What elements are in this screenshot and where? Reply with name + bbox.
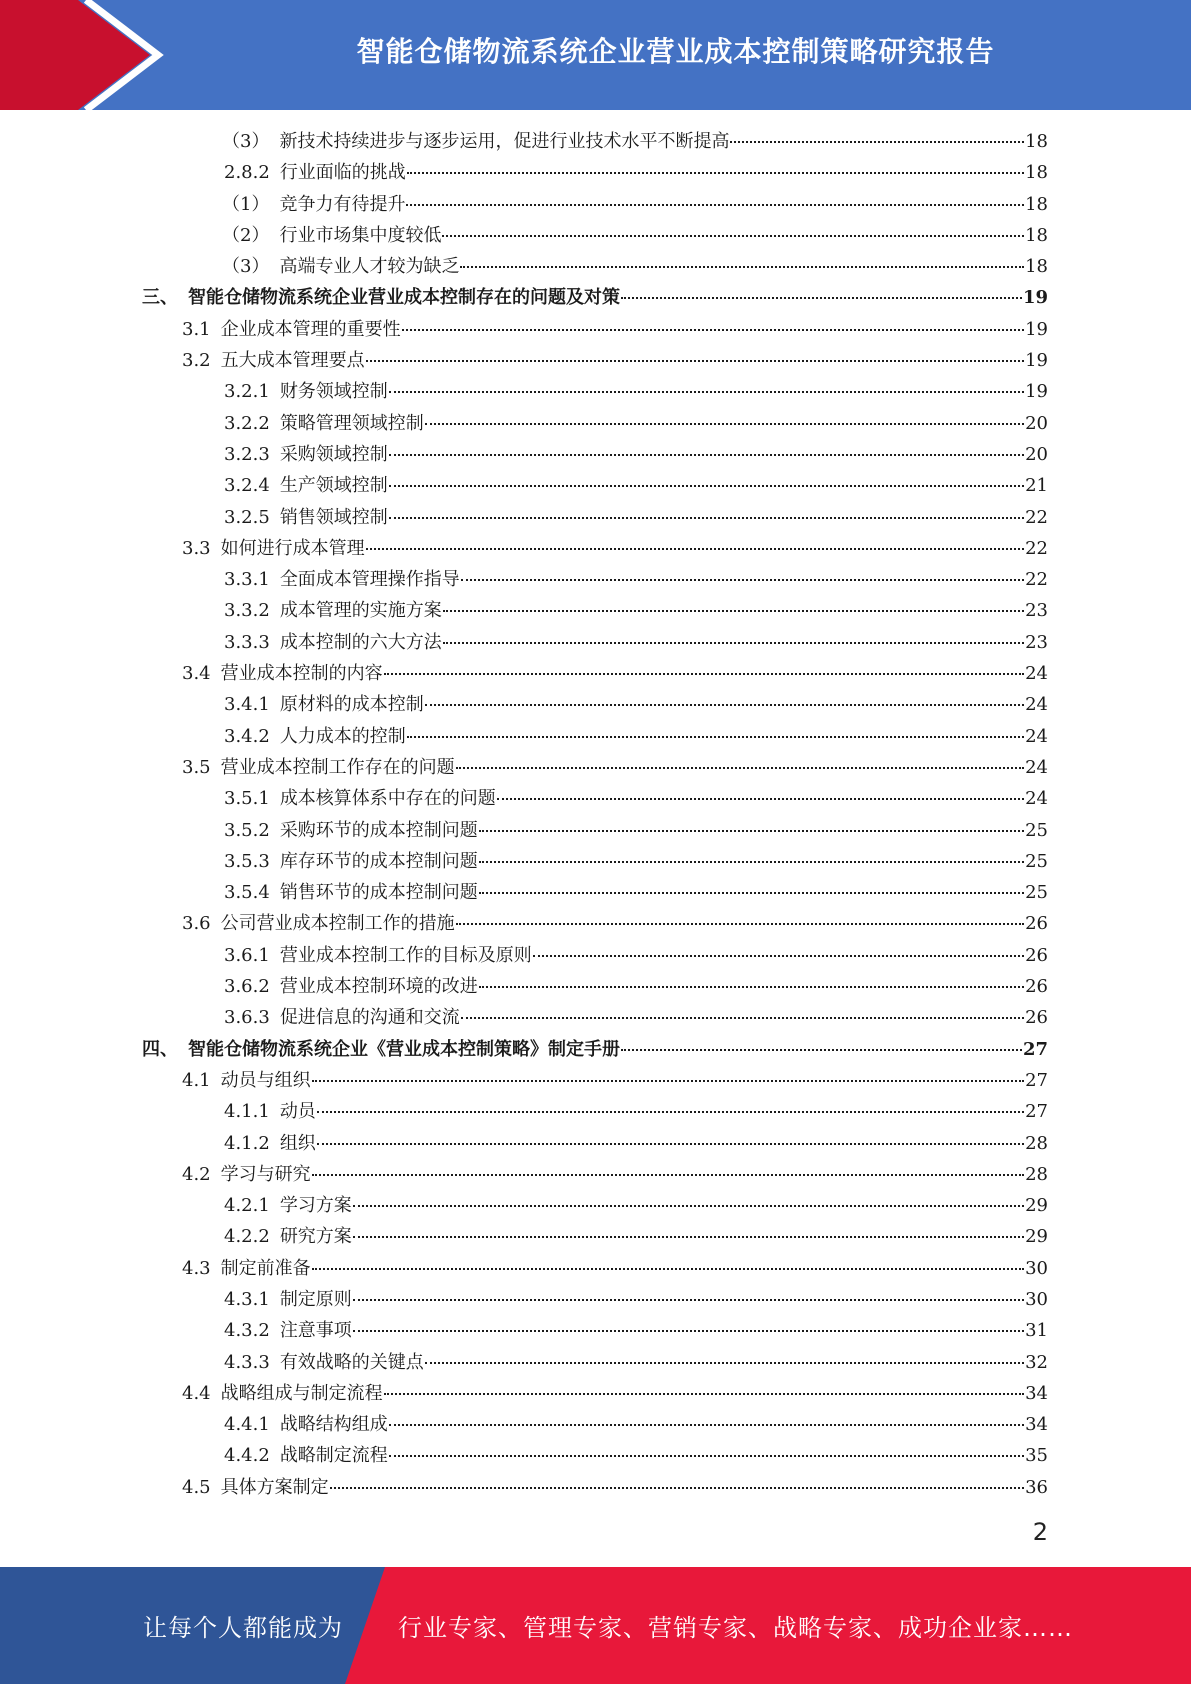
toc-entry-title <box>182 1066 311 1092</box>
toc-entry-number: （2） <box>222 224 270 246</box>
toc-entry-number: 3.6.3 <box>224 1007 270 1029</box>
toc-entry-title <box>224 628 442 654</box>
toc-entry[interactable] <box>142 1129 1048 1160</box>
toc-entry-title <box>142 283 620 309</box>
toc-entry-number: 三、 <box>142 287 178 309</box>
toc-entry[interactable] <box>142 659 1048 690</box>
toc-entry[interactable] <box>142 252 1048 283</box>
toc-page-number: 24 <box>1025 663 1048 685</box>
toc-entry-text: 行业市场集中度较低 <box>279 224 442 246</box>
toc-entry-title <box>182 909 455 935</box>
toc-entry-number: 3.2.4 <box>224 475 270 497</box>
toc-entry-number: 3.5.3 <box>224 850 270 872</box>
toc-entry-title <box>224 1285 352 1311</box>
page-footer <box>0 1567 1191 1684</box>
toc-page-number: 19 <box>1022 287 1048 309</box>
toc-page-number: 18 <box>1025 193 1048 215</box>
toc-page-number: 34 <box>1025 1414 1048 1436</box>
toc-page-number: 23 <box>1025 631 1048 653</box>
toc-entry-text: 生产领域控制 <box>279 475 388 497</box>
toc-entry-number: 4.2.2 <box>224 1226 270 1248</box>
toc-entry-number: 3.2.2 <box>224 412 270 434</box>
toc-entry-number: 3.2.1 <box>224 381 270 403</box>
toc-dot-leader <box>443 641 1024 644</box>
toc-entry[interactable] <box>142 158 1048 189</box>
toc-dot-leader <box>425 703 1024 706</box>
toc-page-number: 25 <box>1025 882 1048 904</box>
toc-entry-text: 战略制定流程 <box>279 1445 388 1467</box>
footer-slogan-right: 行业专家、管理专家、营销专家、战略专家、成功企业家…… <box>398 1614 1073 1642</box>
toc-page-number: 26 <box>1025 944 1048 966</box>
toc-dot-leader <box>461 1016 1024 1019</box>
toc-entry-text: 促进信息的沟通和交流 <box>279 1007 460 1029</box>
toc-entry-number: 3.2.5 <box>224 506 270 528</box>
toc-dot-leader <box>407 735 1024 738</box>
toc-page-number: 36 <box>1025 1476 1048 1498</box>
toc-entry-text: 五大成本管理要点 <box>220 350 365 372</box>
toc-page-number: 28 <box>1025 1163 1048 1185</box>
toc-page-number: 27 <box>1025 1101 1048 1123</box>
toc-entry-text: 成本管理的实施方案 <box>279 600 442 622</box>
toc-entry-text: 企业成本管理的重要性 <box>220 318 401 340</box>
toc-entry-text: 营业成本控制的内容 <box>220 663 383 685</box>
toc-dot-leader <box>479 985 1024 988</box>
toc-entry-text: 学习与研究 <box>220 1163 311 1185</box>
toc-dot-leader <box>479 829 1024 832</box>
toc-entry[interactable] <box>142 816 1048 847</box>
toc-dot-leader <box>312 1079 1024 1082</box>
toc-entry-title <box>224 878 478 904</box>
toc-entry[interactable] <box>142 471 1048 502</box>
page-header <box>0 0 1191 110</box>
toc-entry-title <box>222 252 459 278</box>
toc-entry[interactable] <box>142 1222 1048 1253</box>
page-number: 2 <box>1032 1518 1048 1546</box>
toc-page-number: 24 <box>1025 788 1048 810</box>
toc-entry-number: 4.4.1 <box>224 1414 270 1436</box>
toc-entry-title <box>224 784 496 810</box>
toc-entry-title <box>224 722 406 748</box>
toc-dot-leader <box>425 1361 1024 1364</box>
toc-page-number: 24 <box>1025 694 1048 716</box>
toc-entry-number: 四、 <box>142 1038 178 1060</box>
toc-dot-leader <box>366 359 1024 362</box>
toc-entry-number: 4.3.2 <box>224 1320 270 1342</box>
toc-entry[interactable] <box>142 941 1048 972</box>
toc-entry[interactable] <box>142 1191 1048 1222</box>
toc-entry-text: 策略管理领域控制 <box>279 412 424 434</box>
toc-page-number: 31 <box>1025 1320 1048 1342</box>
toc-entry-number: 4.2.1 <box>224 1195 270 1217</box>
toc-entry-number: 4.1 <box>182 1069 211 1091</box>
toc-page-number: 22 <box>1025 506 1048 528</box>
toc-entry-number: 3.4.1 <box>224 694 270 716</box>
toc-entry[interactable] <box>142 1003 1048 1034</box>
toc-entry-text: 销售环节的成本控制问题 <box>279 882 478 904</box>
toc-entry[interactable] <box>142 1035 1048 1066</box>
toc-entry-text: 营业成本控制工作存在的问题 <box>220 756 455 778</box>
toc-dot-leader <box>389 1454 1024 1457</box>
toc-entry-title <box>224 941 532 967</box>
toc-entry-title <box>222 190 405 216</box>
toc-dot-leader <box>425 422 1024 425</box>
toc-page-number: 18 <box>1025 131 1048 152</box>
toc-entry-text: 动员与组织 <box>220 1069 311 1091</box>
toc-page-number: 26 <box>1025 913 1048 935</box>
toc-entry-number: 3.5 <box>182 756 211 778</box>
toc-dot-leader <box>497 797 1024 800</box>
toc-entry-title <box>224 409 424 435</box>
toc-entry-number: 3.5.4 <box>224 882 270 904</box>
toc-entry[interactable] <box>142 503 1048 534</box>
toc-dot-leader <box>443 609 1024 612</box>
toc-page-number: 25 <box>1025 819 1048 841</box>
toc-entry-number: 4.5 <box>182 1476 211 1498</box>
toc-dot-leader <box>407 171 1024 174</box>
toc-dot-leader <box>461 578 1024 581</box>
toc-entry-text: 采购环节的成本控制问题 <box>279 819 478 841</box>
toc-dot-leader <box>456 922 1024 925</box>
toc-dot-leader <box>366 547 1024 550</box>
toc-entry-text: 动员 <box>279 1101 316 1123</box>
toc-entry-title <box>224 816 478 842</box>
toc-entry-text: 注意事项 <box>279 1320 352 1342</box>
toc-entry-title <box>224 972 478 998</box>
toc-page-number: 19 <box>1025 318 1048 340</box>
toc-entry[interactable] <box>142 440 1048 471</box>
toc-page-number: 18 <box>1025 162 1048 184</box>
toc-entry[interactable] <box>142 565 1048 596</box>
toc-dot-leader <box>312 1267 1024 1270</box>
toc-entry-text: 原材料的成本控制 <box>279 694 424 716</box>
toc-page-number: 21 <box>1025 475 1048 497</box>
toc-entry-number: 2.8.2 <box>224 162 270 184</box>
toc-entry-text: 行业面临的挑战 <box>279 162 406 184</box>
toc-entry-title <box>182 1160 311 1186</box>
footer-slogan-left: 让每个人都能成为 <box>143 1614 343 1642</box>
toc-entry[interactable] <box>142 1066 1048 1097</box>
toc-entry-text: 营业成本控制工作的目标及原则 <box>279 944 532 966</box>
toc-entry-text: 制定前准备 <box>220 1257 311 1279</box>
toc-entry-title <box>224 1348 424 1374</box>
toc-entry-text: 智能仓储物流系统企业营业成本控制存在的问题及对策 <box>188 287 620 309</box>
toc-entry-number: 3.5.2 <box>224 819 270 841</box>
toc-entry-number: 3.3 <box>182 537 211 559</box>
toc-entry-number: 3.3.1 <box>224 569 270 591</box>
toc-dot-leader <box>389 1423 1024 1426</box>
toc-entry[interactable] <box>142 972 1048 1003</box>
toc-entry-number: 4.4 <box>182 1382 211 1404</box>
toc-entry-number: 3.5.1 <box>224 788 270 810</box>
toc-dot-leader <box>479 860 1024 863</box>
toc-page-number: 27 <box>1022 1038 1048 1060</box>
toc-entry[interactable] <box>142 784 1048 815</box>
toc-entry-title <box>224 1129 316 1155</box>
toc-page-number: 26 <box>1025 976 1048 998</box>
toc-entry[interactable] <box>142 847 1048 878</box>
toc-entry-number: 4.3 <box>182 1257 211 1279</box>
toc-entry[interactable] <box>142 628 1048 659</box>
toc-entry[interactable] <box>142 190 1048 221</box>
toc-entry-title <box>222 127 729 153</box>
toc-entry-title <box>224 1222 352 1248</box>
toc-entry-number: 4.3.3 <box>224 1351 270 1373</box>
toc-page-number: 19 <box>1025 350 1048 372</box>
toc-entry[interactable] <box>142 409 1048 440</box>
toc-entry-title <box>142 1035 620 1061</box>
toc-page-number: 29 <box>1025 1226 1048 1248</box>
toc-page-number: 24 <box>1025 756 1048 778</box>
toc-entry[interactable] <box>142 1316 1048 1347</box>
toc-entry[interactable] <box>142 1160 1048 1191</box>
toc-entry-text: 高端专业人才较为缺乏 <box>279 256 460 278</box>
toc-entry-title <box>224 1410 388 1436</box>
toc-entry[interactable] <box>142 1285 1048 1316</box>
toc-entry-number: 4.3.1 <box>224 1288 270 1310</box>
toc-dot-leader <box>389 484 1024 487</box>
toc-entry[interactable] <box>142 534 1048 565</box>
toc-entry-number: 3.1 <box>182 318 211 340</box>
toc-entry-title <box>182 659 383 685</box>
toc-dot-leader <box>353 1235 1024 1238</box>
toc-dot-leader <box>406 203 1024 206</box>
toc-entry[interactable] <box>142 346 1048 377</box>
toc-entry-number: （1） <box>222 193 270 215</box>
toc-dot-leader <box>460 265 1024 268</box>
toc-entry-text: 采购领域控制 <box>279 443 388 465</box>
toc-page-number: 18 <box>1025 224 1048 246</box>
toc-entry-text: 库存环节的成本控制问题 <box>279 850 478 872</box>
toc-dot-leader <box>384 672 1024 675</box>
toc-entry-title <box>224 503 388 529</box>
toc-entry-number: 3.6 <box>182 913 211 935</box>
toc-dot-leader <box>730 140 1024 143</box>
toc-page-number: 30 <box>1025 1257 1048 1279</box>
toc-page-number: 26 <box>1025 1007 1048 1029</box>
toc-entry-number: 3.6.1 <box>224 944 270 966</box>
toc-entry-text: 竞争力有待提升 <box>279 193 406 215</box>
toc-entry-number: （3） <box>222 131 270 152</box>
toc-dot-leader <box>621 296 1022 299</box>
toc-entry-number: 3.4.2 <box>224 725 270 747</box>
toc-entry[interactable] <box>142 596 1048 627</box>
toc-dot-leader <box>442 234 1024 237</box>
toc-entry[interactable] <box>142 1254 1048 1285</box>
toc-page-number: 24 <box>1025 725 1048 747</box>
toc-page-number: 20 <box>1025 443 1048 465</box>
toc-entry-text: 成本控制的六大方法 <box>279 631 442 653</box>
toc-entry-text: 全面成本管理操作指导 <box>279 569 460 591</box>
toc-entry-text: 人力成本的控制 <box>279 725 406 747</box>
toc-dot-leader <box>312 1173 1024 1176</box>
toc-entry-text: 具体方案制定 <box>220 1476 329 1498</box>
toc-dot-leader <box>389 516 1024 519</box>
document-title: 智能仓储物流系统企业营业成本控制策略研究报告 <box>356 35 995 68</box>
toc-page-number: 25 <box>1025 850 1048 872</box>
toc-entry-text: 战略组成与制定流程 <box>220 1382 383 1404</box>
toc-page-number: 35 <box>1025 1445 1048 1467</box>
toc-dot-leader <box>389 390 1024 393</box>
toc-dot-leader <box>456 766 1024 769</box>
toc-dot-leader <box>533 954 1024 957</box>
toc-entry-number: 3.2 <box>182 350 211 372</box>
toc-page-number: 22 <box>1025 569 1048 591</box>
toc-entry-title <box>224 690 424 716</box>
toc-page-number: 18 <box>1025 256 1048 278</box>
toc-entry-title <box>224 565 460 591</box>
toc-entry-title <box>224 596 442 622</box>
toc-entry[interactable] <box>142 1348 1048 1379</box>
toc-page-number: 20 <box>1025 412 1048 434</box>
toc-entry[interactable] <box>142 1097 1048 1128</box>
toc-entry[interactable] <box>142 283 1048 314</box>
toc-entry[interactable] <box>142 1441 1048 1472</box>
toc-entry-text: 战略结构组成 <box>279 1414 388 1436</box>
toc-entry-number: 3.3.2 <box>224 600 270 622</box>
toc-entry-number: 3.4 <box>182 663 211 685</box>
toc-entry-number: 4.1.1 <box>224 1101 270 1123</box>
toc-entry[interactable] <box>142 315 1048 346</box>
toc-entry-text: 成本核算体系中存在的问题 <box>279 788 496 810</box>
toc-page-number: 34 <box>1025 1382 1048 1404</box>
toc-entry[interactable] <box>142 690 1048 721</box>
toc-entry-title <box>224 440 388 466</box>
toc-page-number: 28 <box>1025 1132 1048 1154</box>
toc-entry-title <box>224 1441 388 1467</box>
toc-entry-text: 有效战略的关键点 <box>279 1351 424 1373</box>
toc-dot-leader <box>353 1204 1024 1207</box>
toc-dot-leader <box>330 1486 1024 1489</box>
toc-entry[interactable] <box>142 722 1048 753</box>
toc-entry-number: 3.6.2 <box>224 976 270 998</box>
toc-dot-leader <box>317 1142 1024 1145</box>
toc-page-number: 30 <box>1025 1288 1048 1310</box>
toc-entry[interactable] <box>142 878 1048 909</box>
toc-entry-title <box>182 346 365 372</box>
toc-entry[interactable] <box>142 753 1048 784</box>
toc-entry-text: 学习方案 <box>279 1195 352 1217</box>
toc-entry[interactable] <box>142 909 1048 940</box>
toc-entry-title <box>224 158 406 184</box>
toc-entry-title <box>224 1003 460 1029</box>
toc-dot-leader <box>402 328 1024 331</box>
toc-dot-leader <box>621 1048 1022 1051</box>
toc-entry-title <box>224 377 388 403</box>
toc-page-number: 27 <box>1025 1069 1048 1091</box>
toc-page-number: 32 <box>1025 1351 1048 1373</box>
toc-entry-title <box>224 1316 352 1342</box>
toc-entry-text: 公司营业成本控制工作的措施 <box>220 913 455 935</box>
toc-entry-text: 新技术持续进步与逐步运用，促进行业技术水平不断提高 <box>279 131 730 152</box>
toc-page-number: 23 <box>1025 600 1048 622</box>
toc-entry-text: 研究方案 <box>279 1226 352 1248</box>
toc-entry-text: 智能仓储物流系统企业《营业成本控制策略》制定手册 <box>188 1038 620 1060</box>
toc-entry-title <box>182 1254 311 1280</box>
toc-entry-text: 组织 <box>279 1132 316 1154</box>
toc-entry-title <box>182 1473 329 1499</box>
toc-entry-number: 4.1.2 <box>224 1132 270 1154</box>
toc-entry-title <box>222 221 441 247</box>
toc-entry-title <box>182 753 455 779</box>
toc-entry-text: 销售领域控制 <box>279 506 388 528</box>
toc-dot-leader <box>353 1298 1024 1301</box>
toc-entry-number: （3） <box>222 256 270 278</box>
toc-entry[interactable] <box>142 1379 1048 1410</box>
toc-entry-title <box>224 1191 352 1217</box>
toc-entry[interactable] <box>142 377 1048 408</box>
toc-page-number: 29 <box>1025 1195 1048 1217</box>
toc-entry-title <box>182 1379 383 1405</box>
toc-entry-number: 4.4.2 <box>224 1445 270 1467</box>
toc-entry-title <box>182 315 401 341</box>
toc-dot-leader <box>317 1110 1024 1113</box>
toc-entry-text: 营业成本控制环境的改进 <box>279 976 478 998</box>
toc-entry-title <box>224 847 478 873</box>
toc-entry[interactable] <box>142 127 1048 158</box>
toc-entry-text: 制定原则 <box>279 1288 352 1310</box>
toc-dot-leader <box>353 1329 1024 1332</box>
toc-entry-text: 如何进行成本管理 <box>220 537 365 559</box>
toc-page-number: 19 <box>1025 381 1048 403</box>
toc-entry-title <box>224 1097 316 1123</box>
toc-entry-number: 3.2.3 <box>224 443 270 465</box>
toc-entry[interactable] <box>142 221 1048 252</box>
toc-entry[interactable] <box>142 1410 1048 1441</box>
toc-dot-leader <box>384 1392 1024 1395</box>
toc-dot-leader <box>479 891 1024 894</box>
table-of-contents <box>142 127 1048 1504</box>
toc-entry[interactable] <box>142 1473 1048 1504</box>
toc-dot-leader <box>389 453 1024 456</box>
toc-page-number: 22 <box>1025 537 1048 559</box>
toc-entry-number: 3.3.3 <box>224 631 270 653</box>
toc-entry-number: 4.2 <box>182 1163 211 1185</box>
toc-entry-title <box>182 534 365 560</box>
toc-entry-title <box>224 471 388 497</box>
toc-entry-text: 财务领域控制 <box>279 381 388 403</box>
